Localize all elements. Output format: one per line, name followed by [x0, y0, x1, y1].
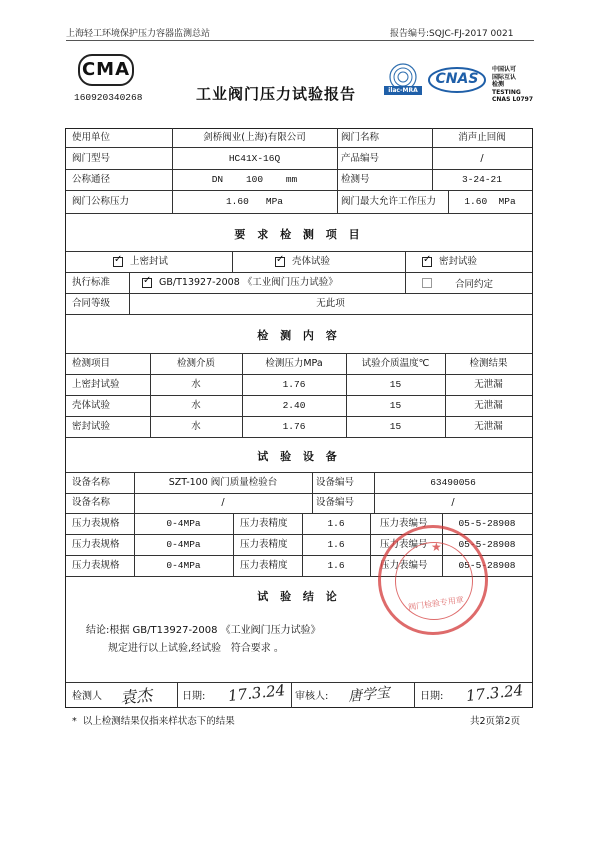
equip-name-value: SZT-100 阀门质量检验台: [168, 477, 278, 488]
cma-logo: CMA: [78, 54, 134, 86]
inspector-date: 17.3.24: [227, 681, 287, 705]
checkbox-checked-icon: [142, 278, 152, 288]
req-item-shell: ✓ 壳体试验: [275, 256, 330, 268]
gauge-acc-value: 1.6: [327, 518, 345, 529]
requirements-title: 要 求 检 测 项 目: [234, 228, 364, 241]
pn-label: 阀门公称压力: [72, 196, 130, 207]
row-result: 无泄漏: [474, 400, 503, 411]
content-title: 检 测 内 容: [257, 329, 341, 342]
gauge-spec-value: 0-4MPa: [166, 518, 201, 529]
gauge-spec-label: 压力表规格: [72, 518, 120, 529]
checkbox-empty-icon: [422, 278, 432, 288]
row-pressure: 2.40: [282, 400, 306, 411]
grade-value: 无此项: [316, 298, 345, 309]
contract-label: 合同约定: [455, 279, 494, 290]
checkbox-checked-icon: [422, 257, 432, 267]
inspector-signature: 袁杰: [119, 685, 154, 708]
valve-name-value: 消声止回阀: [458, 132, 506, 143]
gauge-acc-label: 压力表精度: [240, 539, 288, 550]
report-title: 工业阀门压力试验报告: [196, 85, 357, 103]
col-header-medium: 检测介质: [176, 358, 215, 369]
equip-name-label: 设备名称: [72, 477, 111, 488]
col-header-result: 检测结果: [469, 358, 508, 369]
gauge-acc-value: 1.6: [327, 539, 345, 550]
col-header-temperature: 试验介质温度℃: [361, 358, 430, 369]
header-rule: [66, 40, 534, 41]
report-number: 报告编号:SQJC-FJ-2017 0021: [390, 29, 514, 39]
dn-label: 公称通径: [72, 174, 111, 185]
equip-no-label: 设备编号: [316, 477, 355, 488]
test-no-value: 3-24-21: [462, 174, 502, 185]
col-header-item: 检测项目: [72, 358, 111, 369]
gauge-no-value: 05-5-28908: [458, 539, 516, 550]
checkbox-checked-icon: [113, 257, 123, 267]
equip-no-value: 63490056: [430, 477, 476, 488]
gauge-spec-label: 压力表规格: [72, 560, 120, 571]
dn-value: DN 100 mm: [211, 174, 298, 185]
row-result: 无泄漏: [474, 421, 503, 432]
cnas-logo: CNAS: [428, 66, 486, 94]
row-temperature: 15: [389, 421, 402, 432]
reviewer-label: 审核人:: [295, 691, 329, 702]
gauge-acc-value: 1.6: [327, 560, 345, 571]
gauge-no-label: 压力表编号: [380, 539, 428, 550]
req-item-seal: ✓ 密封试验: [422, 256, 477, 268]
ilac-logo: ilac-MRA: [382, 62, 424, 98]
row-item: 上密封试验: [72, 379, 120, 390]
conclusion-line-2: 规定进行以上试验,经试验 符合要求 。: [108, 643, 284, 654]
col-header-pressure: 检测压力MPa: [265, 358, 323, 369]
row-pressure: 1.76: [282, 421, 306, 432]
row-medium: 水: [191, 379, 201, 390]
contract-option: [422, 277, 436, 289]
cma-number: 160920340268: [74, 92, 143, 103]
product-no-label: 产品编号: [341, 153, 380, 164]
org-name: 上海轻工环境保护压力容器监测总站: [66, 29, 211, 39]
checkbox-checked-icon: [275, 257, 285, 267]
footer-note: * 以上检测结果仅指来样状态下的结果: [72, 716, 235, 727]
equip-no-label-2: 设备编号: [316, 497, 355, 508]
conclusion-line-1: 结论:根据 GB/T13927-2008 《工业阀门压力试验》: [86, 625, 321, 636]
valve-name-label: 阀门名称: [341, 132, 380, 143]
test-no-label: 检测号: [341, 174, 370, 185]
inspector-date-label: 日期:: [182, 691, 206, 702]
model-label: 阀门型号: [72, 153, 111, 164]
standard-value: ✓ GB/T13927-2008 《工业阀门压力试验》: [142, 277, 338, 289]
standard-label: 执行标准: [72, 277, 111, 288]
gauge-spec-label: 压力表规格: [72, 539, 120, 550]
gauge-acc-label: 压力表精度: [240, 560, 288, 571]
reviewer-date-label: 日期:: [420, 691, 444, 702]
row-item: 壳体试验: [72, 400, 111, 411]
row-medium: 水: [191, 421, 201, 432]
grade-label: 合同等级: [72, 298, 111, 309]
row-temperature: 15: [389, 379, 402, 390]
row-medium: 水: [191, 400, 201, 411]
user-label: 使用单位: [72, 132, 111, 143]
official-stamp: ★ 阀门检验专用章: [378, 525, 488, 635]
pn-value: 1.60 MPa: [225, 196, 283, 207]
gauge-no-value: 05-5-28908: [458, 518, 516, 529]
gauge-no-label: 压力表编号: [380, 518, 428, 529]
gauge-spec-value: 0-4MPa: [166, 560, 201, 571]
gauge-no-label: 压力表编号: [380, 560, 428, 571]
equip-no-value-2: /: [451, 497, 455, 508]
max-pressure-label: 阀门最大允许工作压力: [341, 196, 437, 207]
inspector-label: 检测人: [72, 691, 102, 702]
equip-name-value-2: /: [221, 497, 225, 508]
product-no-value: /: [480, 153, 484, 164]
gauge-no-value: 05-5-28908: [458, 560, 516, 571]
req-item-upper-seal: ✓ 上密封试: [113, 256, 168, 268]
equipment-title: 试 验 设 备: [257, 450, 341, 463]
model-value: HC41X-16Q: [228, 153, 281, 164]
user-value: 剑桥阀业(上海)有限公司: [203, 132, 306, 143]
gauge-acc-label: 压力表精度: [240, 518, 288, 529]
page-number: 共2页第2页: [470, 716, 521, 727]
gauge-spec-value: 0-4MPa: [166, 539, 201, 550]
row-item: 密封试验: [72, 421, 111, 432]
row-temperature: 15: [389, 400, 402, 411]
row-result: 无泄漏: [474, 379, 503, 390]
row-pressure: 1.76: [282, 379, 306, 390]
equip-name-label-2: 设备名称: [72, 497, 111, 508]
reviewer-signature: 唐学宝: [347, 684, 391, 706]
max-pressure-value: 1.60 MPa: [464, 196, 516, 207]
cnas-caption: 中国认可 国际互认 检测 TESTING CNAS L0797: [492, 66, 534, 103]
conclusion-title: 试 验 结 论: [257, 590, 341, 603]
reviewer-date: 17.3.24: [465, 681, 525, 705]
